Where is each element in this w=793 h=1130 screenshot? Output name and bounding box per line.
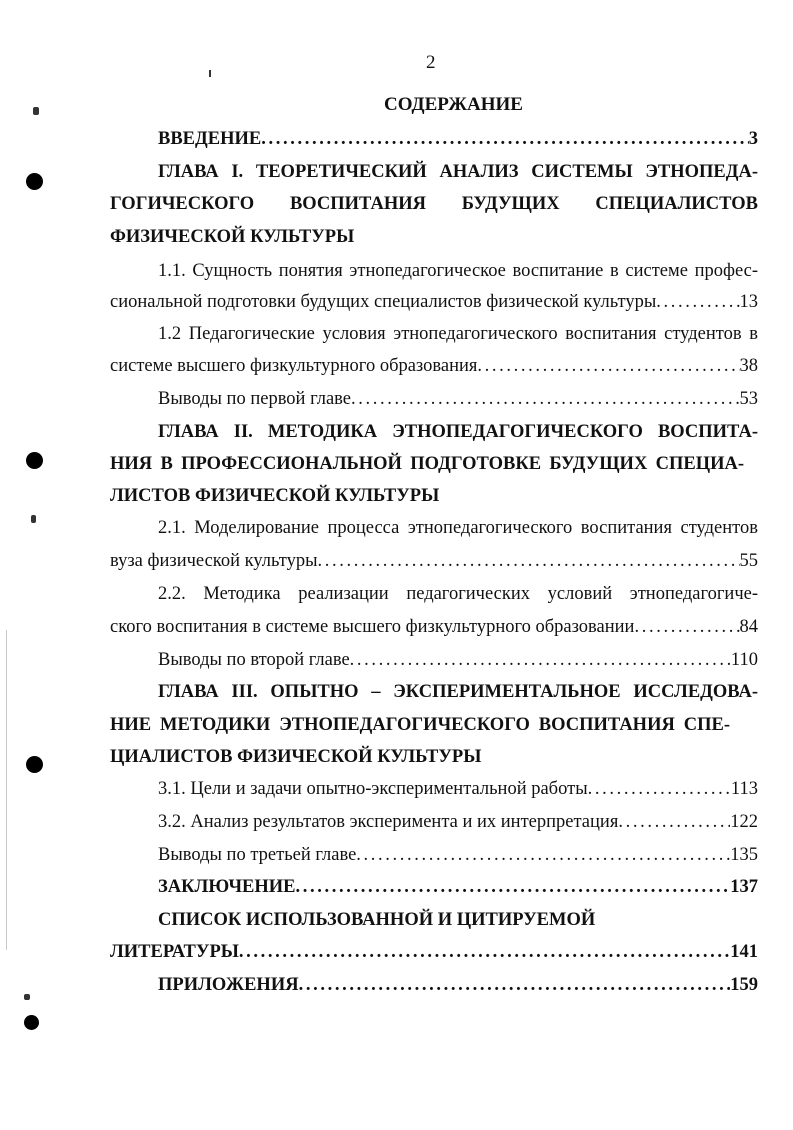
leader-dots bbox=[588, 777, 731, 801]
chapter2-conclusion bbox=[110, 648, 758, 672]
toc-entry-appendix bbox=[110, 973, 758, 997]
chapter3-title-line2: НИЕ МЕТОДИКИ ЭТНОПЕДАГОГИЧЕСКОГО ВОСПИТАНИЯ СПЕ- bbox=[110, 715, 730, 735]
chapter1-title-line1: ГЛАВА I. ТЕОРЕТИЧЕСКИЙ АНАЛИЗ СИСТЕМЫ ЭТНОПЕДА- bbox=[158, 162, 758, 182]
toc-entry-label: 3.1. Цели и задачи опытно-экспериментальной работы bbox=[158, 779, 588, 799]
toc-entry-page: 38 bbox=[739, 356, 758, 376]
section-1-2-line2 bbox=[110, 354, 758, 378]
chapter2-title-line3: ЛИСТОВ ФИЗИЧЕСКОЙ КУЛЬТУРЫ bbox=[110, 486, 440, 506]
chapter2-title-line2: НИЯ В ПРОФЕССИОНАЛЬНОЙ ПОДГОТОВКЕ БУДУЩИХ СПЕЦИА- bbox=[110, 454, 744, 474]
toc-entry-label: ВВЕДЕНИЕ bbox=[158, 129, 262, 149]
toc-entry-introduction bbox=[110, 127, 758, 151]
toc-entry-page: 53 bbox=[739, 389, 758, 409]
references-title-line1: СПИСОК ИСПОЛЬЗОВАННОЙ И ЦИТИРУЕМОЙ bbox=[158, 910, 596, 930]
punch-hole-mark bbox=[24, 1015, 39, 1030]
section-2-1-line2 bbox=[110, 549, 758, 573]
scan-speck bbox=[209, 70, 211, 77]
chapter3-title-line1: ГЛАВА III. ОПЫТНО – ЭКСПЕРИМЕНТАЛЬНОЕ ИССЛЕДОВА- bbox=[158, 682, 758, 702]
section-3-1 bbox=[110, 777, 758, 801]
toc-entry-label: ского воспитания в системе высшего физкультурного образовании bbox=[110, 617, 635, 637]
leader-dots bbox=[656, 290, 739, 314]
scan-speck bbox=[31, 515, 36, 523]
toc-entry-label: Выводы по третьей главе bbox=[158, 845, 357, 865]
punch-hole-mark bbox=[26, 756, 43, 773]
toc-entry-label: ЗАКЛЮЧЕНИЕ bbox=[158, 877, 296, 897]
toc-entry-page: 122 bbox=[730, 812, 758, 832]
chapter1-title-word: ГОГИЧЕСКОГО bbox=[110, 194, 255, 214]
chapter3-title-line3: ЦИАЛИСТОВ ФИЗИЧЕСКОЙ КУЛЬТУРЫ bbox=[110, 747, 482, 767]
toc-entry-label: Выводы по второй главе bbox=[158, 650, 350, 670]
chapter1-title-word: ВОСПИТАНИЯ bbox=[289, 194, 426, 214]
leader-dots bbox=[477, 354, 739, 378]
toc-heading: СОДЕРЖАНИЕ bbox=[384, 94, 523, 115]
leader-dots bbox=[618, 810, 730, 834]
leader-dots bbox=[351, 387, 739, 411]
toc-entry-page: 13 bbox=[739, 292, 758, 312]
toc-entry-label: системе высшего физкультурного образования bbox=[110, 356, 478, 376]
toc-entry-page: 3 bbox=[748, 129, 758, 149]
toc-entry-page: 135 bbox=[730, 845, 758, 865]
section-1-1-line1: 1.1. Сущность понятия этнопедагогическое воспитание в системе профес- bbox=[158, 261, 758, 281]
toc-entry-label: ПРИЛОЖЕНИЯ bbox=[158, 975, 299, 995]
toc-entry-page: 110 bbox=[730, 650, 758, 670]
toc-entry-label: Выводы по первой главе bbox=[158, 389, 352, 409]
toc-entry-page: 55 bbox=[739, 551, 758, 571]
section-1-2-line1: 1.2 Педагогические условия этнопедагогического воспитания студентов в bbox=[158, 324, 758, 344]
toc-entry-page: 159 bbox=[730, 975, 758, 995]
toc-entry-label: ЛИТЕРАТУРЫ bbox=[110, 942, 239, 962]
leader-dots bbox=[296, 875, 731, 899]
leader-dots bbox=[239, 940, 730, 964]
leader-dots bbox=[318, 549, 740, 573]
punch-hole-mark bbox=[26, 173, 43, 190]
chapter1-title-line2 bbox=[110, 192, 758, 216]
chapter3-conclusion bbox=[110, 843, 758, 867]
toc-entry-page: 84 bbox=[739, 617, 758, 637]
punch-hole-mark bbox=[26, 452, 43, 469]
leader-dots bbox=[350, 648, 731, 672]
scan-edge-line bbox=[6, 630, 7, 950]
leader-dots bbox=[356, 843, 730, 867]
scan-speck bbox=[24, 994, 30, 1000]
toc-entry-page: 113 bbox=[730, 779, 758, 799]
toc-entry-conclusion bbox=[110, 875, 758, 899]
chapter1-conclusion bbox=[110, 387, 758, 411]
leader-dots bbox=[299, 973, 731, 997]
toc-entry-label: сиональной подготовки будущих специалистов физической культуры bbox=[110, 292, 657, 312]
scan-speck bbox=[33, 107, 39, 115]
chapter1-title-word: СПЕЦИАЛИСТОВ bbox=[595, 194, 758, 214]
chapter2-title-line1: ГЛАВА II. МЕТОДИКА ЭТНОПЕДАГОГИЧЕСКОГО ВОСПИТА- bbox=[158, 422, 758, 442]
leader-dots bbox=[261, 127, 749, 151]
section-1-1-line2 bbox=[110, 290, 758, 314]
chapter1-title-line3: ФИЗИЧЕСКОЙ КУЛЬТУРЫ bbox=[110, 227, 355, 247]
toc-entry-page: 141 bbox=[730, 942, 758, 962]
chapter1-title-word: БУДУЩИХ bbox=[461, 194, 560, 214]
toc-entry-references bbox=[110, 940, 758, 964]
leader-dots bbox=[634, 615, 739, 639]
page-number: 2 bbox=[426, 52, 436, 73]
toc-entry-label: 3.2. Анализ результатов эксперимента и их интерпретация bbox=[158, 812, 619, 832]
toc-entry-page: 137 bbox=[730, 877, 758, 897]
section-3-2 bbox=[110, 810, 758, 834]
toc-entry-label: вуза физической культуры bbox=[110, 551, 318, 571]
section-2-2-line2 bbox=[110, 615, 758, 639]
section-2-1-line1: 2.1. Моделирование процесса этнопедагогического воспитания студентов bbox=[158, 518, 758, 538]
section-2-2-line1: 2.2. Методика реализации педагогических условий этнопедагогиче- bbox=[158, 584, 758, 604]
